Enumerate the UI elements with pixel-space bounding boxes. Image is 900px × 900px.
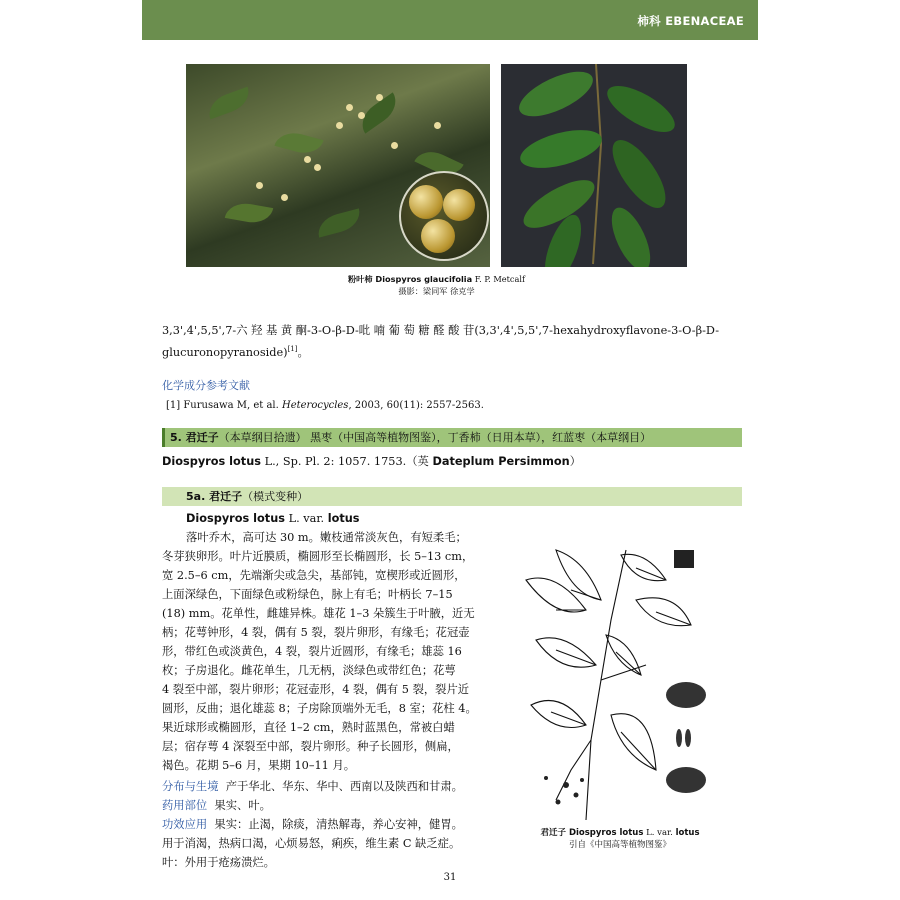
variety-heading: 5a. 君迁子（模式变种） bbox=[186, 490, 309, 503]
header-title: 柿科 EBENACEAE bbox=[637, 14, 744, 28]
description-line: 果近球形或椭圆形，直径 1–2 cm，熟时蓝黑色，常被白蜡 bbox=[162, 721, 455, 734]
usage-line-3: 叶：外用于疮疡溃烂。 bbox=[162, 856, 275, 869]
usage-line-1: 功效应用 果实：止渴，除痰，清热解毒，养心安神，健胃。 bbox=[162, 818, 463, 831]
plant-photo-leafy-branch bbox=[501, 64, 687, 267]
description-line: 冬芽狭卵形。叶片近膜质，椭圆形至长椭圆形，长 5–13 cm， bbox=[162, 550, 474, 563]
page-number: 31 bbox=[443, 872, 457, 883]
description-line: 4 裂至中部，裂片卵形；花冠壶形，4 裂，偶有 5 裂，裂片近 bbox=[162, 683, 470, 696]
photo-caption: 粉叶柿 Diospyros glaucifolia F. P. Metcalf bbox=[347, 274, 526, 284]
chem-text-line-2: glucuronopyranoside)[1]。 bbox=[162, 345, 309, 359]
description-line: 宽 2.5–6 cm，先端渐尖或急尖，基部钝，宽楔形或近圆形， bbox=[162, 569, 466, 582]
chem-text-line-1: 3,3',4',5,5',7-六 羟 基 黄 酮-3-O-β-D-吡 喃 葡 萄 糖 醛 酸 苷(3,3',4',5,5',7-hexahydroxyflavone-3-O-β-D- bbox=[162, 324, 720, 337]
botanical-line-drawing bbox=[516, 540, 716, 825]
description-line: 枚；子房退化。雌花单生，几无柄，淡绿色或带红色；花萼 bbox=[162, 664, 456, 677]
species-heading: 5. 君迁子（本草纲目拾遗） 黑枣（中国高等植物图鉴），丁香柿（日用本草），红蓝枣（本草纲目） bbox=[170, 431, 652, 444]
description-line: 柄；花萼钟形，4 裂，偶有 5 裂，裂片卵形，有缘毛；花冠壶 bbox=[162, 626, 470, 639]
illustration-source: 引自《中国高等植物图鉴》 bbox=[568, 840, 671, 850]
description-line: 圆形，反曲；退化雄蕊 8；子房除顶端外无毛，8 室；花柱 4。 bbox=[162, 702, 477, 715]
fruit-closeup-inset bbox=[399, 171, 489, 261]
description-line: 褐色。花期 5–6 月，果期 10–11 月。 bbox=[162, 759, 356, 772]
species-latin-citation: Diospyros lotus L., Sp. Pl. 2: 1057. 1753.（英 Dateplum Persimmon） bbox=[162, 455, 581, 468]
references-heading: 化学成分参考文献 bbox=[162, 379, 250, 392]
distribution: 分布与生境 产于华北、华东、华中、西南以及陕西和甘肃。 bbox=[162, 780, 463, 793]
medicinal-part: 药用部位 果实、叶。 bbox=[162, 799, 271, 812]
variety-latin-name: Diospyros lotus L. var. lotus bbox=[186, 512, 360, 525]
running-header bbox=[142, 0, 758, 40]
description-line: 落叶乔木，高可达 30 m。嫩枝通常淡灰色，有短柔毛； bbox=[186, 531, 467, 544]
plant-photo-fruiting-branch bbox=[186, 64, 490, 267]
description-line: 上面深绿色，下面绿色或粉绿色，脉上有毛；叶柄长 7–15 bbox=[162, 588, 453, 601]
usage-line-2: 用于消渴，热病口渴，心烦易怒，痢疾，维生素 C 缺乏症。 bbox=[162, 837, 461, 850]
photo-credit: 摄影：梁同军 徐克学 bbox=[398, 286, 475, 296]
description-line: 层；宿存萼 4 深裂至中部，裂片卵形。种子长圆形，侧扁， bbox=[162, 740, 459, 753]
description-line: 形，带红色或淡黄色，4 裂，裂片近圆形，有缘毛；雄蕊 16 bbox=[162, 645, 462, 658]
description-line: (18) mm。花单性，雌雄异株。雄花 1–3 朵簇生于叶腋，近无 bbox=[162, 607, 475, 620]
illustration-caption: 君迁子 Diospyros lotus L. var. lotus bbox=[540, 828, 700, 838]
reference-item: [1] Furusawa M, et al. Heterocycles, 2003, 60(11): 2557-2563. bbox=[166, 400, 484, 411]
